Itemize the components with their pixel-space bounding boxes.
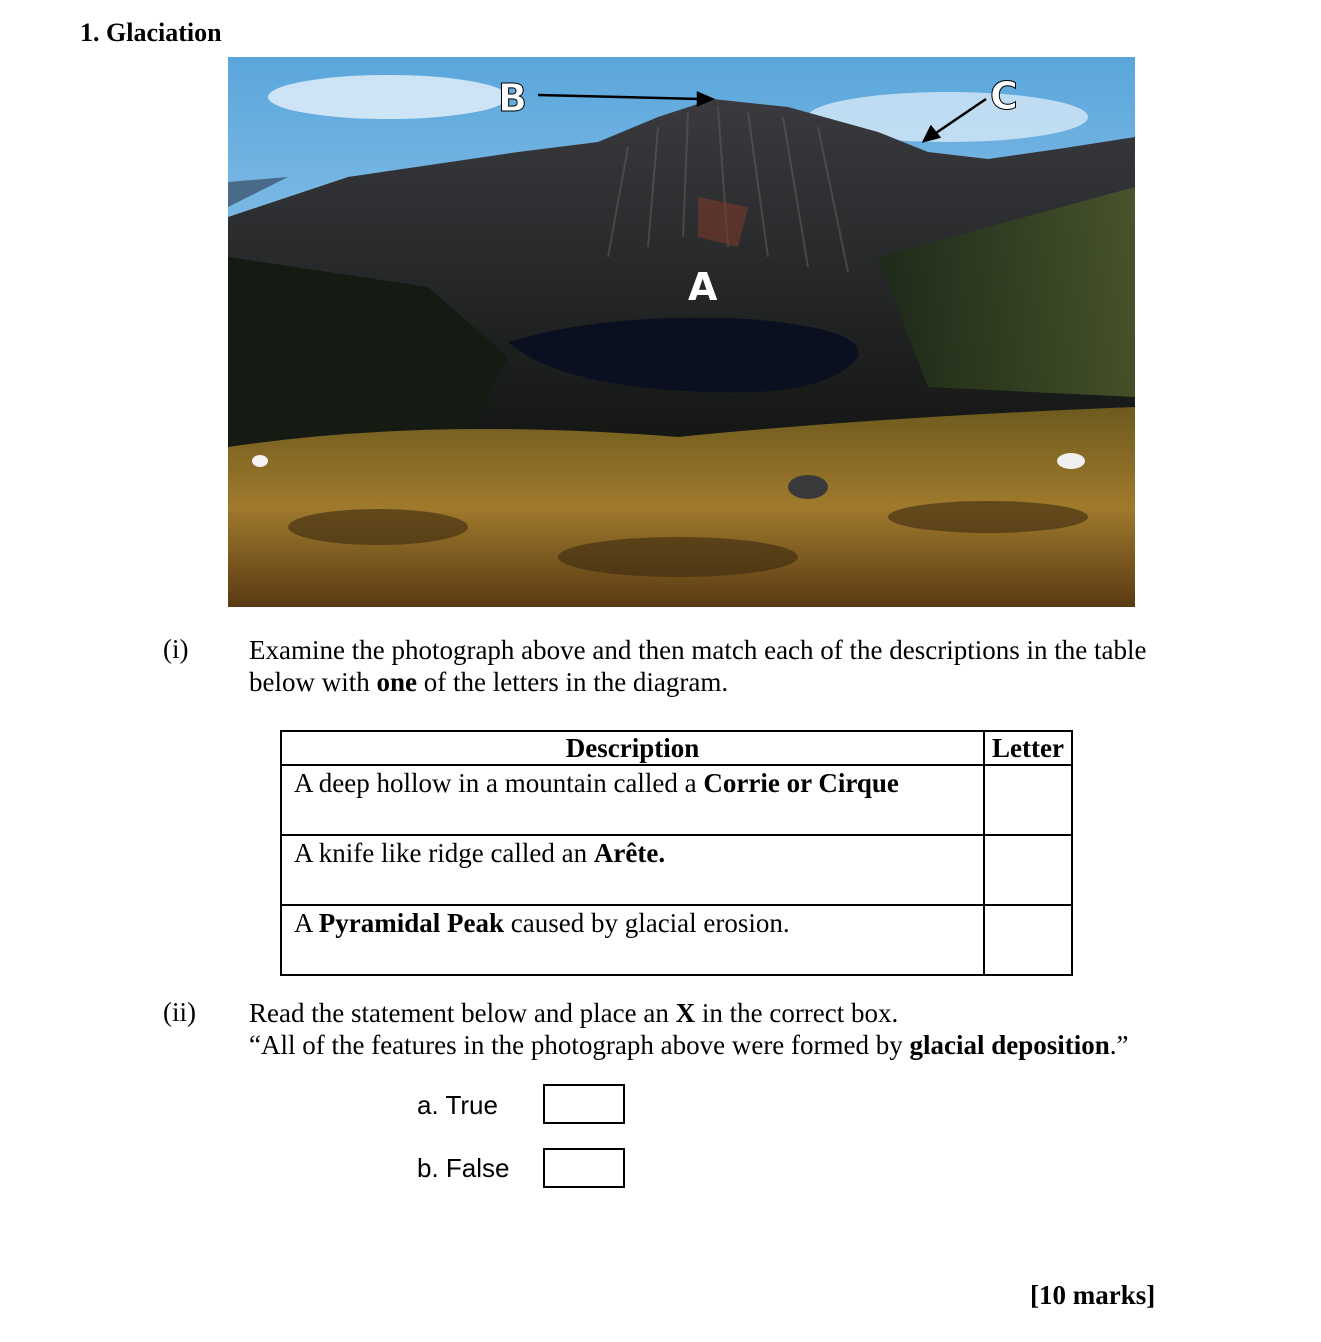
glacial-landscape-photo: [228, 57, 1135, 607]
label-c: C: [990, 74, 1018, 118]
description-cell: [281, 835, 984, 905]
question-ii-text: [249, 997, 1249, 1061]
question-i-text: [249, 634, 1209, 698]
label-b: B: [498, 76, 527, 120]
letter-header: Letter: [984, 731, 1072, 765]
label-a: A: [688, 265, 718, 309]
q1-line2-end: of the letters in the diagram.: [417, 667, 729, 697]
option-false-checkbox[interactable]: [543, 1148, 625, 1188]
q2-line2-bold: glacial deposition: [909, 1030, 1110, 1060]
table-header-row: [281, 731, 1072, 765]
marks-total: [10 marks]: [1030, 1280, 1156, 1310]
matching-table: [280, 730, 1073, 976]
q2-line2-end: .”: [1109, 1030, 1129, 1060]
table-row: [281, 905, 1072, 975]
description-cell: [281, 765, 984, 835]
question-ii-line2: [249, 1029, 1249, 1061]
q1-line2-start: below with: [249, 667, 377, 697]
desc-text: A knife like ridge called an: [294, 838, 594, 868]
letter-answer-cell[interactable]: [984, 905, 1072, 975]
desc-text: A deep hollow in a mountain called a: [294, 768, 704, 798]
description-cell: [281, 905, 984, 975]
desc-term: Corrie or Cirque: [703, 768, 899, 798]
letter-answer-cell[interactable]: [984, 835, 1072, 905]
desc-term: Arête.: [593, 838, 666, 868]
description-header: Description: [281, 731, 984, 765]
option-true-checkbox[interactable]: [543, 1084, 625, 1124]
table-row: [281, 835, 1072, 905]
desc-text-end: caused by glacial erosion.: [504, 908, 790, 938]
desc-text: A: [294, 908, 319, 938]
option-true-label: a. True: [417, 1090, 498, 1120]
question-i-line2: [249, 666, 1209, 698]
question-ii-line1: [249, 997, 1249, 1029]
desc-term: Pyramidal Peak: [318, 908, 504, 938]
question-i-number: (i): [163, 634, 189, 664]
question-i-line1: Examine the photograph above and then match each of the descriptions in the table: [249, 635, 1147, 665]
q2-line1-bold: X: [675, 998, 696, 1028]
q2-line1-end: in the correct box.: [695, 998, 899, 1028]
q2-line1-start: Read the statement below and place an: [249, 998, 676, 1028]
table-row: [281, 765, 1072, 835]
q2-line2-start: “All of the features in the photograph above were formed by: [249, 1030, 910, 1060]
question-heading: 1. Glaciation: [80, 18, 222, 47]
question-ii-number: (ii): [163, 997, 196, 1027]
option-false-label: b. False: [417, 1153, 510, 1183]
q1-line2-bold: one: [376, 667, 417, 697]
letter-answer-cell[interactable]: [984, 765, 1072, 835]
